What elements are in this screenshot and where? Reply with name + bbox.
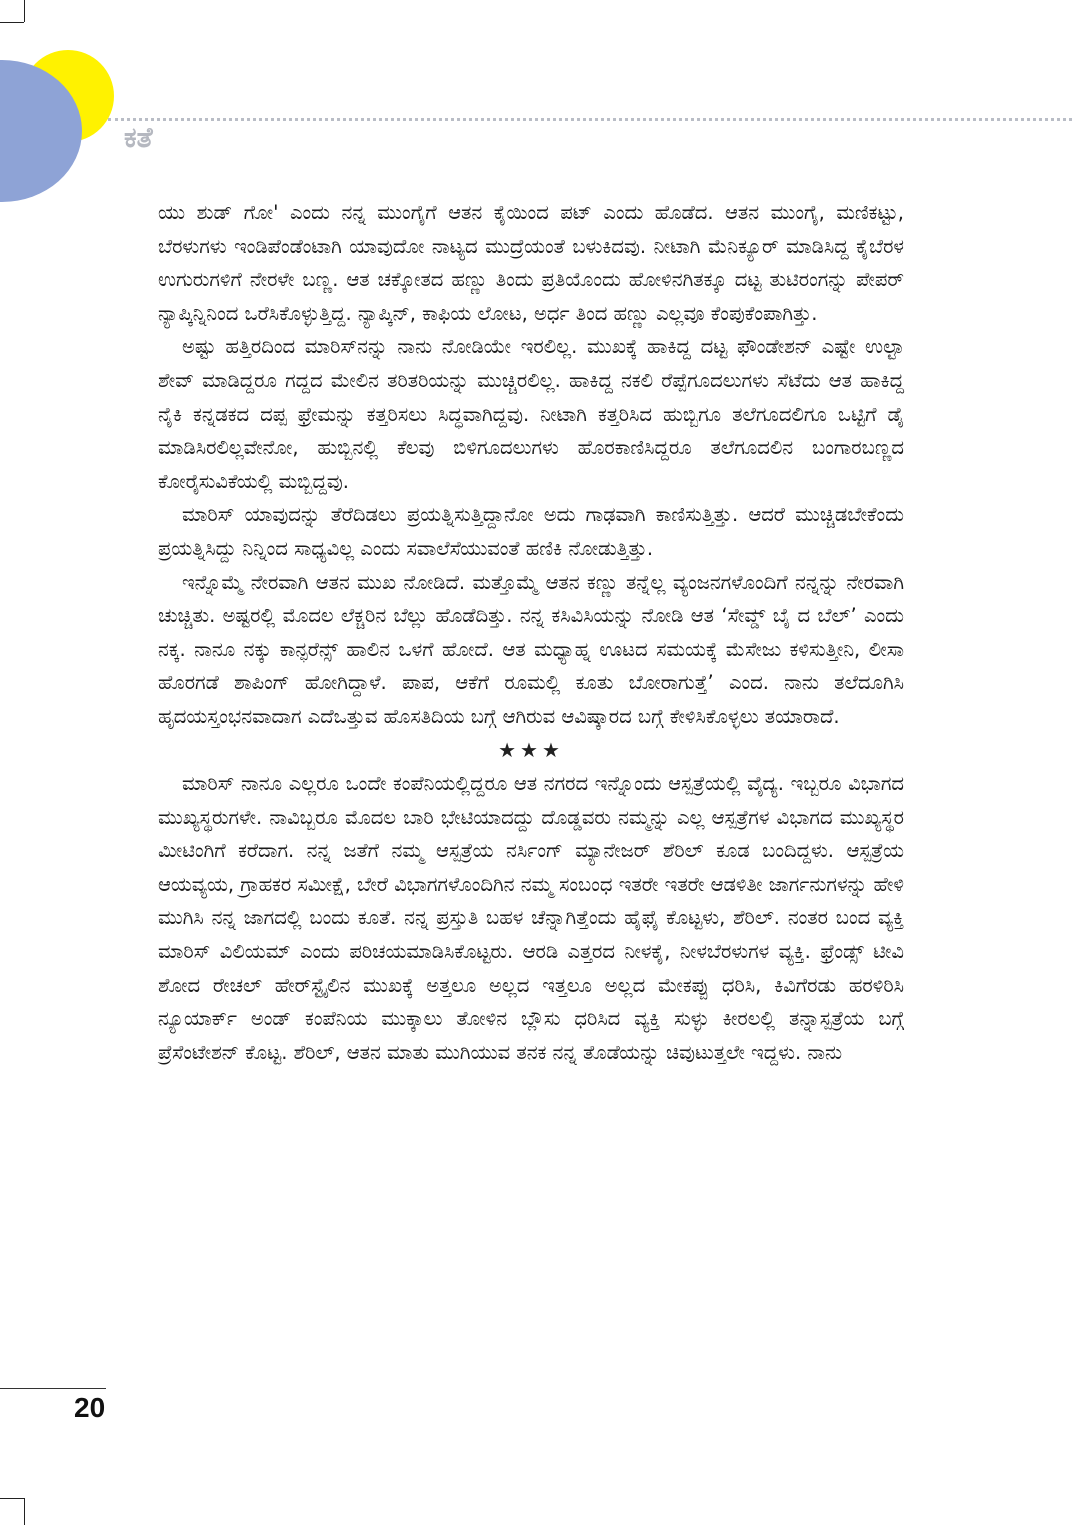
page-number: 20 bbox=[74, 1392, 106, 1423]
paragraph-4: ಇನ್ನೊಮ್ಮೆ ನೇರವಾಗಿ ಆತನ ಮುಖ ನೋಡಿದೆ. ಮತ್ತೊಮ್ಮೆ ಆತನ ಕಣ್ಣು ತನ್ನೆಲ್ಲ ವ್ಯಂಜನಗಳೊಂದಿಗೆ ನನ್ನನ್ನು ನೇರವಾಗಿ ಚುಚ್ಚಿತು. ಅಷ್ಟರಲ್ಲಿ ಮೊದಲ ಲೆಕ್ಚರಿನ ಬೆಲ್ಲು ಹೊಡೆದಿತ್ತು. ನನ್ನ ಕಸಿವಿಸಿಯನ್ನು ನೋಡಿ ಆತ ‘ಸೇವ್ಡ್ ಬೈ ದ ಬೆಲ್’ ಎಂದು ನಕ್ಕ. ನಾನೂ ನಕ್ಕು ಕಾನ್ಫರೆನ್ಸ್ ಹಾಲಿನ ಒಳಗೆ ಹೋದೆ. ಆತ ಮಧ್ಯಾಹ್ನ ಊಟದ ಸಮಯಕ್ಕೆ ಮೆಸೇಜು ಕಳಿಸುತ್ತೀನಿ, ಲೀಸಾ ಹೊರಗಡೆ ಶಾಪಿಂಗ್ ಹೋಗಿದ್ದಾಳೆ. ಪಾಪ, ಆಕೆಗೆ ರೂಮಲ್ಲಿ ಕೂತು ಬೋರಾಗುತ್ತೆ’ ಎಂದ. ನಾನು ತಲೆದೂಗಿಸಿ ಹೃದಯಸ್ತಂಭನವಾದಾಗ ಎದೆಒತ್ತುವ ಹೊಸತಿದಿಯ ಬಗ್ಗೆ ಆಗಿರುವ ಆವಿಷ್ಕಾರದ ಬಗ್ಗೆ ಕೇಳಿಸಿಕೊಳ್ಳಲು ತಯಾರಾದೆ. bbox=[158, 570, 904, 728]
section-label: ಕತೆ bbox=[124, 121, 153, 154]
header-dotted-rule bbox=[108, 118, 1072, 121]
paragraph-5: ಮಾರಿಸ್ ನಾನೂ ಎಲ್ಲರೂ ಒಂದೇ ಕಂಪೆನಿಯಲ್ಲಿದ್ದರೂ ಆತ ನಗರದ ಇನ್ನೊಂದು ಆಸ್ಪತ್ರೆಯಲ್ಲಿ ವೈದ್ಯ. ಇಬ್ಬರೂ ವಿಭಾಗದ ಮುಖ್ಯಸ್ಥರುಗಳೇ. ನಾವಿಬ್ಬರೂ ಮೊದಲ ಬಾರಿ ಭೇಟಿಯಾದದ್ದು ದೊಡ್ಡವರು ನಮ್ಮನ್ನು ಎಲ್ಲ ಆಸ್ಪತ್ರೆಗಳ ವಿಭಾಗದ ಮುಖ್ಯಸ್ಥರ ಮೀಟಿಂಗಿಗೆ ಕರೆದಾಗ. ನನ್ನ ಜತೆಗೆ ನಮ್ಮ ಆಸ್ಪತ್ರೆಯ ನರ್ಸಿಂಗ್ ಮ್ಯಾನೇಜರ್ ಶೆರಿಲ್ ಕೂಡ ಬಂದಿದ್ದಳು. ಆಸ್ಪತ್ರೆಯ ಆಯವ್ಯಯ, ಗ್ರಾಹಕರ ಸಮೀಕ್ಷೆ, ಬೇರೆ ವಿಭಾಗಗಳೊಂದಿಗಿನ ನಮ್ಮ ಸಂಬಂಧ ಇತರೇ ಇತರೇ ಆಡಳಿತೀ ಜಾರ್ಗನುಗಳನ್ನು ಹೇಳಿ ಮುಗಿಸಿ ನನ್ನ ಜಾಗದಲ್ಲಿ ಬಂದು ಕೂತೆ. ನನ್ನ ಪ್ರಸ್ತುತಿ ಬಹಳ ಚೆನ್ನಾಗಿತ್ತೆಂದು ಹೈಫೈ ಕೊಟ್ಟಳು, ಶೆರಿಲ್. ನಂತರ ಬಂದ ವ್ಯಕ್ತಿ ಮಾರಿಸ್ ವಿಲಿಯಮ್ ಎಂದು ಪರಿಚಯಮಾಡಿಸಿಕೊಟ್ಟರು. ಆರಡಿ ಎತ್ತರದ ನೀಳಕೈ, ನೀಳಬೆರಳುಗಳ ವ್ಯಕ್ತಿ. ಫ್ರೆಂಡ್ಸ್ ಟೀವಿ ಶೋದ ರೇಚಲ್ ಹೇರ್‌ಸ್ಟೈಲಿನ ಮುಖಕ್ಕೆ ಅತ್ತಲೂ ಅಲ್ಲದ ಇತ್ತಲೂ ಅಲ್ಲದ ಮೇಕಪ್ಪು ಧರಿಸಿ, ಕಿವಿಗೆರಡು ಹರಳಿರಿಸಿ ನ್ಯೂಯಾರ್ಕ್ ಅಂಡ್ ಕಂಪೆನಿಯ ಮುಕ್ಕಾಲು ತೋಳಿನ ಬ್ಲೌಸು ಧರಿಸಿದ ವ್ಯಕ್ತಿ ಸುಳ್ಳು ಕೀರಲಲ್ಲಿ ತನ್ನಾಸ್ಪತ್ರೆಯ ಬಗ್ಗೆ ಪ್ರೆಸೆಂಟೇಶನ್ ಕೊಟ್ಟ. ಶೆರಿಲ್, ಆತನ ಮಾತು ಮುಗಿಯುವ ತನಕ ನನ್ನ ತೊಡೆಯನ್ನು ಚಿವುಟುತ್ತಲೇ ಇದ್ದಳು. ನಾನು bbox=[158, 772, 904, 1064]
crop-mark-top-horizontal bbox=[0, 22, 24, 23]
crop-mark-top-vertical bbox=[24, 0, 25, 22]
paragraph-2: ಅಷ್ಟು ಹತ್ತಿರದಿಂದ ಮಾರಿಸ್‌ನನ್ನು ನಾನು ನೋಡಿಯೇ ಇರಲಿಲ್ಲ. ಮುಖಕ್ಕೆ ಹಾಕಿದ್ದ ದಟ್ಟ ಫೌಂಡೇಶನ್ ಎಷ್ಟೇ ಉಲ್ಟಾ ಶೇವ್ ಮಾಡಿದ್ದರೂ ಗದ್ದದ ಮೇಲಿನ ತರಿತರಿಯನ್ನು ಮುಚ್ಚಿರಲಿಲ್ಲ. ಹಾಕಿದ್ದ ನಕಲಿ ರೆಪ್ಪೆಗೂದಲುಗಳು ಸೆಟೆದು ಆತ ಹಾಕಿದ್ದ ನೈಕಿ ಕನ್ನಡಕದ ದಪ್ಪ ಫ್ರೇಮನ್ನು ಕತ್ತರಿಸಲು ಸಿದ್ಧವಾಗಿದ್ದವು. ನೀಟಾಗಿ ಕತ್ತರಿಸಿದ ಹುಬ್ಬಿಗೂ ತಲೆಗೂದಲಿಗೂ ಒಟ್ಟಿಗೆ ಡೈ ಮಾಡಿಸಿರಲಿಲ್ಲವೇನೋ, ಹುಬ್ಬಿನಲ್ಲಿ ಕೆಲವು ಬಿಳಿಗೂದಲುಗಳು ಹೊರಕಾಣಿಸಿದ್ದರೂ ತಲೆಗೂದಲಿನ ಬಂಗಾರಬಣ್ಣದ ಕೋರೈಸುವಿಕೆಯಲ್ಲಿ ಮಬ್ಬಿದ್ದವು. bbox=[158, 335, 904, 493]
section-break-stars: ★★★ bbox=[498, 737, 564, 762]
crop-mark-bottom-horizontal bbox=[0, 1498, 24, 1499]
crop-mark-bottom-vertical bbox=[24, 1498, 25, 1525]
paragraph-1: ಯು ಶುಡ್ ಗೋ' ಎಂದು ನನ್ನ ಮುಂಗೈಗೆ ಆತನ ಕೈಯಿಂದ ಪಟ್ ಎಂದು ಹೊಡೆದ. ಆತನ ಮುಂಗೈ, ಮಣಿಕಟ್ಟು, ಬೆರಳುಗಳು ಇಂಡಿಪೆಂಡೆಂಟಾಗಿ ಯಾವುದೋ ನಾಟ್ಯದ ಮುದ್ರೆಯಂತೆ ಬಳುಕಿದವು. ನೀಟಾಗಿ ಮೆನಿಕ್ಯೂರ್ ಮಾಡಿಸಿದ್ದ ಕೈಬೆರಳ ಉಗುರುಗಳಿಗೆ ನೇರಳೇ ಬಣ್ಣ. ಆತ ಚಕ್ಕೋತದ ಹಣ್ಣು ತಿಂದು ಪ್ರತಿಯೊಂದು ಹೋಳಿನಗಿತಕ್ಕೂ ದಟ್ಟ ತುಟಿರಂಗನ್ನು ಪೇಪರ್ ನ್ಯಾಪ್ಕಿನ್ನಿನಿಂದ ಒರೆಸಿಕೊಳ್ಳುತ್ತಿದ್ದ. ನ್ಯಾಪ್ಕಿನ್, ಕಾಫಿಯ ಲೋಟ, ಅರ್ಧ ತಿಂದ ಹಣ್ಣು ಎಲ್ಲವೂ ಕೆಂಪುಕೆಂಪಾಗಿತ್ತು. bbox=[158, 201, 904, 325]
paragraph-3: ಮಾರಿಸ್ ಯಾವುದನ್ನು ತೆರೆದಿಡಲು ಪ್ರಯತ್ನಿಸುತ್ತಿದ್ದಾನೋ ಅದು ಗಾಢವಾಗಿ ಕಾಣಿಸುತ್ತಿತ್ತು. ಆದರೆ ಮುಚ್ಚಿಡಬೇಕೆಂದು ಪ್ರಯತ್ನಿಸಿದ್ದು ನಿನ್ನಿಂದ ಸಾಧ್ಯವಿಲ್ಲ ಎಂದು ಸವಾಲೆಸೆಯುವಂತೆ ಹಣಿಕಿ ನೋಡುತ್ತಿತ್ತು. bbox=[158, 503, 904, 560]
story-body bbox=[158, 196, 904, 1069]
page-number-rule bbox=[0, 1388, 106, 1389]
